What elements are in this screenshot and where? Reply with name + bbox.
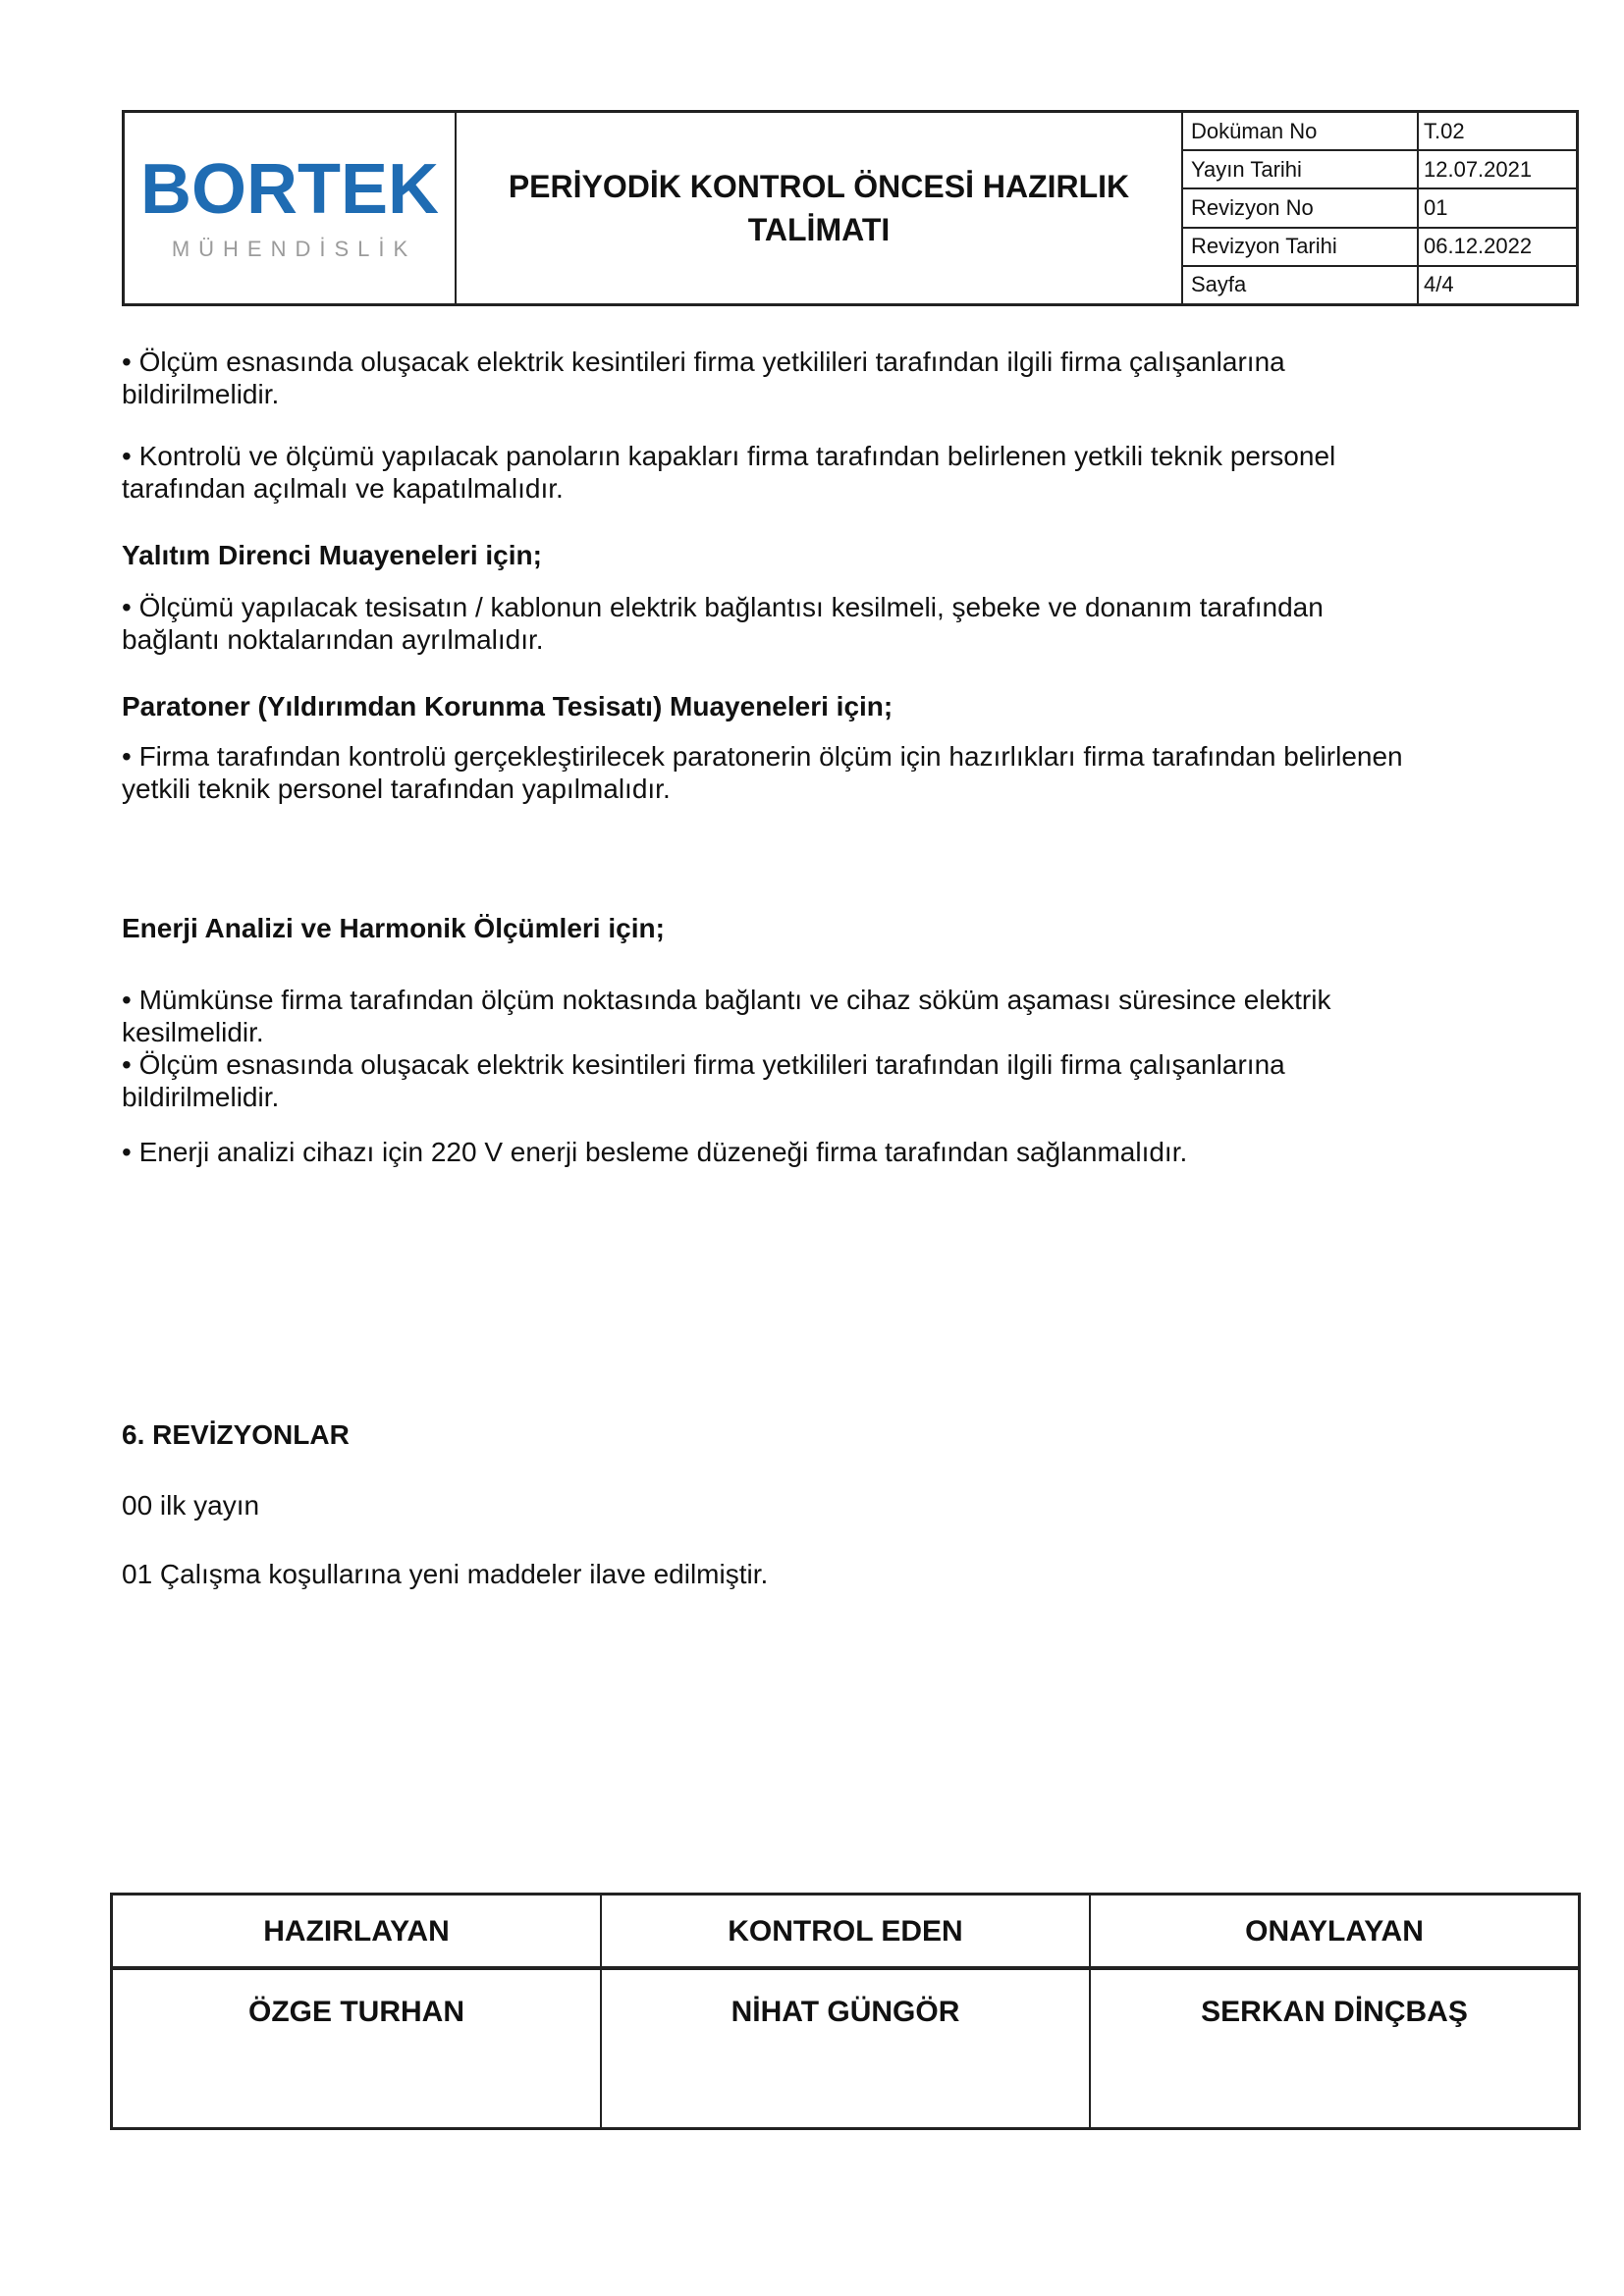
doc-info-value: T.02 (1417, 113, 1576, 149)
revision-item: 01 Çalışma koşullarına yeni maddeler ilave edilmiştir. (122, 1559, 769, 1589)
bullet-paragraph: • Kontrolü ve ölçümü yapılacak panoların kapakları firma tarafından belirlenen yetkili teknik personel tarafından açılmalı ve kapatılmalıdır. (122, 441, 1336, 504)
section-heading-yalitim: Yalıtım Direnci Muayeneleri için; (122, 540, 542, 570)
doc-info-label: Doküman No (1191, 118, 1318, 143)
signature-table-header-row (113, 1896, 1578, 1970)
doc-info-table (1183, 113, 1576, 303)
doc-info-row (1183, 189, 1576, 228)
doc-info-label: Revizyon Tarihi (1191, 234, 1337, 259)
doc-info-label: Revizyon No (1191, 195, 1314, 220)
bullet-paragraph: • Enerji analizi cihazı için 220 V enerji besleme düzeneği firma tarafından sağlanmalıdır. (122, 1137, 1188, 1167)
revisions-heading: 6. REVİZYONLAR (122, 1419, 350, 1450)
bullet-paragraph: • Firma tarafından kontrolü gerçekleştirilecek paratonerin ölçüm için hazırlıkları firma tarafından belirlenen yetkili teknik personel tarafından yapılmalıdır. (122, 741, 1403, 804)
bullet-paragraph: • Ölçüm esnasında oluşacak elektrik kesintileri firma yetkilileri tarafından ilgili firma çalışanlarına bildirilmelidir. (122, 1049, 1285, 1112)
doc-info-value: 4/4 (1417, 267, 1576, 303)
revision-item: 00 ilk yayın (122, 1490, 260, 1521)
section-heading-paratoner: Paratoner (Yıldırımdan Korunma Tesisatı) Muayeneleri için; (122, 691, 893, 721)
doc-info-value: 12.07.2021 (1417, 151, 1576, 187)
title-cell (457, 113, 1183, 303)
signature-table (110, 1893, 1581, 2130)
signature-role: HAZIRLAYAN (113, 1896, 602, 1966)
doc-info-value: 01 (1417, 189, 1576, 226)
company-logo-subtitle: MÜHENDİSLİK (171, 237, 417, 261)
signature-name: NİHAT GÜNGÖR (602, 1970, 1091, 2127)
signature-table-name-row (113, 1970, 1578, 2127)
doc-info-value: 06.12.2022 (1417, 229, 1576, 265)
doc-info-row (1183, 151, 1576, 189)
page-title: PERİYODİK KONTROL ÖNCESİ HAZIRLIK TALİMATI (508, 169, 1130, 247)
doc-info-row (1183, 267, 1576, 303)
signature-name: ÖZGE TURHAN (113, 1970, 602, 2127)
section-heading-enerji: Enerji Analizi ve Harmonik Ölçümleri için; (122, 913, 665, 943)
company-logo: BORTEK (140, 150, 439, 229)
logo-cell (125, 113, 457, 303)
doc-info-label: Sayfa (1191, 272, 1247, 297)
document-body (122, 346, 1585, 1590)
signature-role: ONAYLAYAN (1245, 1915, 1424, 1948)
doc-info-label: Yayın Tarihi (1191, 156, 1302, 182)
document-header-table (122, 110, 1579, 306)
doc-info-row (1183, 113, 1576, 151)
doc-info-row (1183, 229, 1576, 267)
bullet-paragraph: • Ölçüm esnasında oluşacak elektrik kesintileri firma yetkilileri tarafından ilgili firma çalışanlarına bildirilmelidir. (122, 347, 1285, 409)
signature-role: KONTROL EDEN (602, 1896, 1091, 1966)
signature-name: SERKAN DİNÇBAŞ (1201, 1996, 1468, 2028)
bullet-paragraph: • Ölçümü yapılacak tesisatın / kablonun elektrik bağlantısı kesilmeli, şebeke ve donanım tarafından bağlantı noktalarından ayrılmalıdır. (122, 592, 1324, 655)
bullet-paragraph: • Mümkünse firma tarafından ölçüm noktasında bağlantı ve cihaz söküm aşaması süresince elektrik kesilmelidir. (122, 985, 1331, 1047)
